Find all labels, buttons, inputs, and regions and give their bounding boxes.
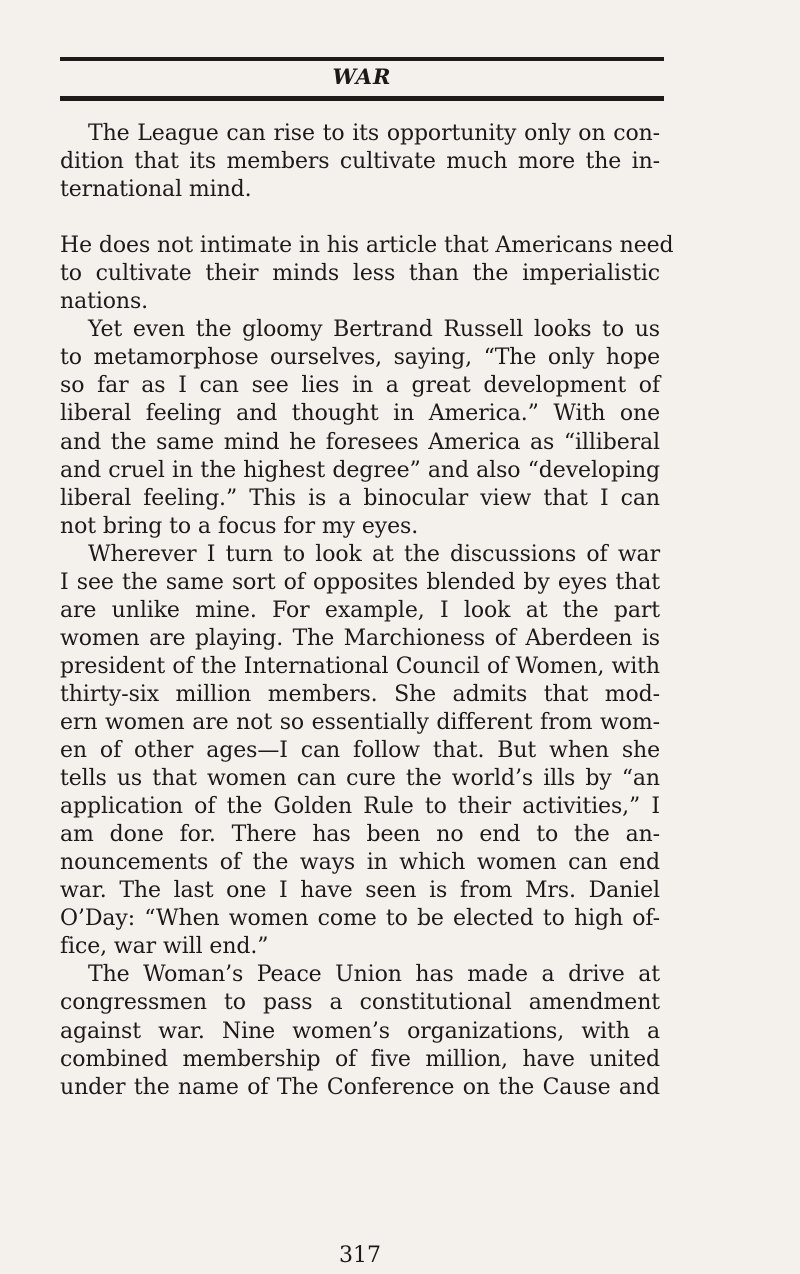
text-line: war. The last one I have seen is from Mrs. Daniel — [60, 878, 660, 904]
text-line: Yet even the gloomy Bertrand Russell looks to us — [88, 317, 660, 343]
text-line: The League can rise to its opportunity only on con- — [88, 121, 660, 146]
text-line: O’Day: “When women come to be elected to high of- — [60, 906, 660, 932]
running-head: WAR — [332, 64, 392, 89]
text-line: nations. — [60, 289, 149, 315]
text-line: ern women are not so essentially different from wom- — [60, 709, 660, 735]
text-line: The Woman’s Peace Union has made a drive at — [88, 962, 660, 988]
text-line — [60, 204, 660, 232]
text-line: combined membership of five million, have united — [60, 1046, 660, 1072]
text-line: against war. Nine women’s organizations, with a — [60, 1018, 660, 1044]
text-line: liberal feeling and thought in America.” With one — [60, 401, 660, 427]
text-line: to cultivate their minds less than the imperialistic — [60, 261, 660, 287]
text-line: I see the same sort of opposites blended by eyes that — [60, 569, 660, 595]
header-rule-top — [60, 57, 664, 61]
text-line: nouncements of the ways in which women can end — [60, 850, 660, 876]
text-line: women are playing. The Marchioness of Aberdeen is — [60, 625, 660, 651]
text-line: president of the International Council of Women, with — [60, 653, 660, 679]
text-line: liberal feeling.” This is a binocular view that I can — [60, 485, 660, 511]
text-line: application of the Golden Rule to their activities,” I — [60, 794, 660, 820]
body-text — [60, 120, 674, 1102]
text-line: am done for. There has been no end to the an- — [60, 822, 660, 848]
text-line: He does not intimate in his article that Americans need — [60, 233, 674, 259]
text-line: and the same mind he foresees America as “illiberal — [60, 429, 660, 455]
text-line: congressmen to pass a constitutional amendment — [60, 990, 660, 1016]
text-line: not bring to a focus for my eyes. — [60, 513, 419, 539]
text-line: are unlike mine. For example, I look at the part — [60, 597, 660, 623]
text-line: tells us that women can cure the world’s ills by “an — [60, 766, 660, 792]
text-line: so far as I can see lies in a great development of — [60, 373, 660, 399]
text-line: dition that its members cultivate much more the in- — [60, 149, 660, 175]
header-rule-bottom — [60, 96, 664, 101]
page-number: 317 — [339, 1243, 381, 1268]
text-line: fice, war will end.” — [60, 934, 269, 960]
text-line: under the name of The Conference on the Cause and — [60, 1074, 660, 1100]
text-line: and cruel in the highest degree” and also “developing — [60, 457, 660, 483]
text-line: Wherever I turn to look at the discussions of war — [88, 541, 660, 567]
text-line: thirty-six million members. She admits that mod- — [60, 681, 660, 707]
text-line: ternational mind. — [60, 177, 252, 203]
text-line: en of other ages—I can follow that. But when she — [60, 738, 660, 764]
text-line: to metamorphose ourselves, saying, “The only hope — [60, 345, 660, 371]
